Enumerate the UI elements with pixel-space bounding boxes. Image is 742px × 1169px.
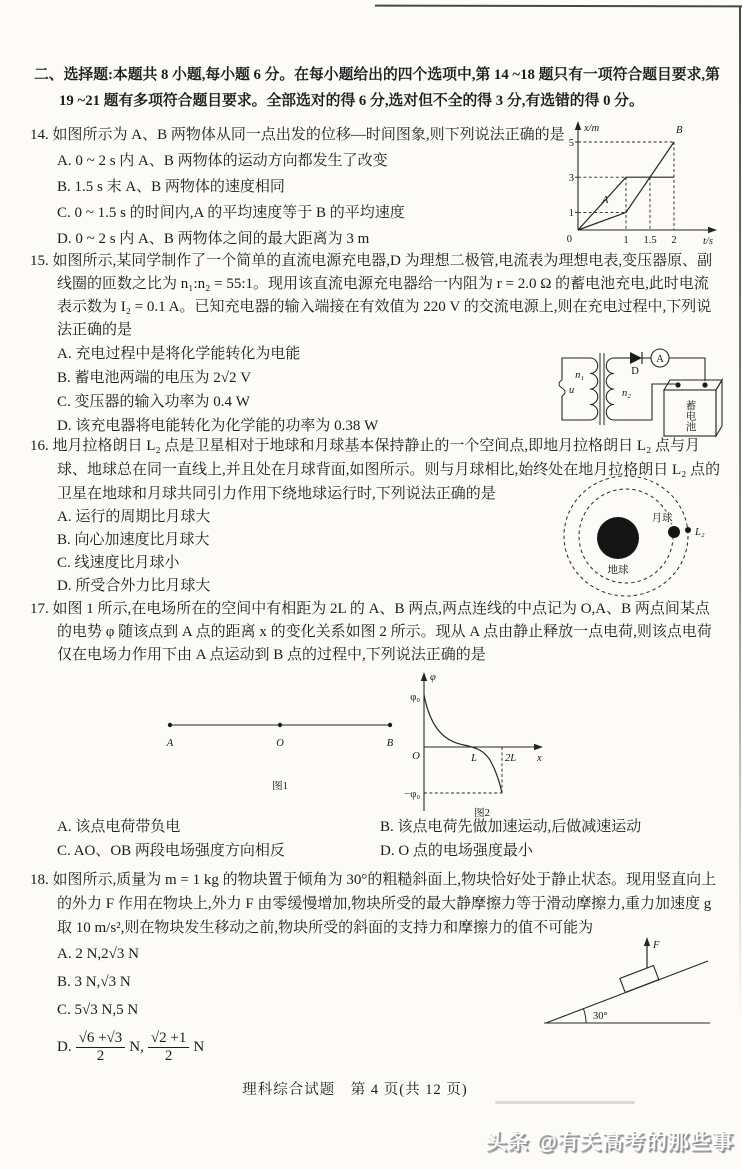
q15-primary-turns-label: n₁	[575, 370, 584, 381]
q14-curve-label-B: B	[676, 125, 683, 136]
q14-xtick-2: 2	[671, 235, 677, 246]
question-number: 16.	[30, 438, 49, 454]
watermark: 头条 @有关高考的那些事	[485, 1131, 734, 1154]
q14-ytick-3: 3	[568, 173, 574, 184]
angle-arc	[583, 1009, 586, 1023]
point-O	[278, 723, 282, 727]
scan-edge-top	[375, 5, 742, 8]
question-14	[30, 122, 722, 252]
q15-secondary-turns-label: n₂	[622, 388, 631, 399]
option-c: C. AO、OB 两段电场强度方向相反	[57, 843, 285, 859]
question-15	[30, 250, 722, 438]
q17-figure2-caption: 图2	[474, 808, 490, 819]
q14-xtick-1-5: 1.5	[643, 235, 657, 246]
scan-smudge	[495, 1101, 635, 1104]
q17-origin-label: O	[412, 751, 420, 762]
question-16	[30, 434, 722, 598]
option-a: A. 0 ~ 2 s 内 A、B 两物体的运动方向都发生了改变	[57, 153, 388, 169]
question-18-stem	[30, 868, 722, 940]
question-stem-text: 如图所示,质量为 m = 1 kg 的物块置于倾角为 30°的粗糙斜面上,物块恰好处于静止状态。现用竖直向上的外力 F 作用在物块上,外力 F 由零缓慢增加,物块所受的最大静摩擦力等于滑动摩擦力,重力加速度 g 取 10 m/s²,则在物块发生移动之前,物块所受的斜面的支持力和摩擦力的值不可能为	[52, 872, 717, 936]
battery-terminal	[702, 382, 707, 387]
secondary-coil-icon	[606, 358, 614, 420]
fraction: $\frac{√2 +1}{2}$	[148, 1030, 189, 1064]
q14-ytick-1: 1	[568, 208, 574, 219]
option-a: A. 该点电荷带负电	[57, 819, 181, 835]
option-d: D. $\frac{√6 +√3}{2}$ N, $\frac{√2 +1}{2}$ N	[57, 1030, 205, 1064]
q17-l-label: L	[471, 753, 477, 764]
question-17-figures	[30, 667, 722, 819]
q17-potential-graph	[382, 667, 554, 819]
option-d: D. O 点的电场强度最小	[380, 843, 533, 859]
option-d: D. 0 ~ 2 s 内 A、B 两物体之间的最大距离为 3 m	[57, 231, 370, 247]
option-d-label: D.	[57, 1039, 72, 1055]
question-17-stem	[30, 598, 722, 667]
q17-point-b-label: B	[386, 738, 394, 749]
option-d: D. 该充电器将电能转化为化学能的功率为 0.38 W	[57, 418, 379, 434]
option-b: B. 1.5 s 末 A、B 两物体的速度相同	[57, 179, 285, 195]
option-c: C. 0 ~ 1.5 s 的时间内,A 的平均速度等于 B 的平均速度	[57, 205, 405, 221]
lagrange-point-icon	[685, 527, 691, 533]
q14-y-axis-label: x/m	[584, 123, 600, 134]
q17-point-o-label: O	[276, 738, 284, 749]
question-number: 17.	[30, 601, 49, 617]
q17-segment-figure	[160, 677, 400, 797]
q14-xtick-1: 1	[623, 235, 629, 246]
q16-lagrange-label: L₂	[695, 527, 705, 538]
fraction: $\frac{√6 +√3}{2}$	[76, 1030, 126, 1064]
option-c: C. 5√3 N,5 N	[57, 1002, 139, 1018]
q17-point-a-label: A	[166, 738, 174, 749]
question-stem-text: 地月拉格朗日 L₂ 点是卫星相对于地球和月球基本保持静止的一个空间点,即地月拉格朗日 L₂ 点与月球、地球总在同一直线上,并且处在月球背面,如图所示。则与月球相比,始终处在地月拉格朗日 L₂ 点的卫星在地球和月球共同引力作用下绕地球运行时,下列说法正确的是	[52, 438, 721, 502]
q15-battery-label: 蓄电池	[684, 400, 696, 432]
potential-curve	[424, 695, 502, 793]
q15-charger-circuit-figure	[548, 328, 726, 442]
q16-moon-label: 月球	[651, 513, 673, 524]
battery-terminal	[675, 382, 680, 387]
question-stem-text: 如图所示,某同学制作了一个简单的直流电源充电器,D 为理想二极管,电流表为理想电表,变压器原、副线圈的匝数之比为 n₁:n₂ = 55:1。现用该直流电源充电器给一内阻为 r = 2.0 Ω 的蓄电池充电,此时电流表示数为 I₂ = 0.1 A。已知充电器的输入端接在有效值为 220 V 的交流电源上,则在充电过程中,下列说法正确的是	[52, 253, 713, 338]
diode-icon	[630, 352, 642, 364]
point-A	[168, 723, 172, 727]
question-number: 18.	[30, 872, 49, 888]
q14-origin-label: 0	[566, 234, 572, 245]
q15-source-label: u	[569, 385, 575, 396]
question-17	[30, 598, 722, 863]
question-stem-text: 如图所示为 A、B 两物体从同一点出发的位移—时间图象,则下列说法正确的是	[52, 127, 565, 143]
option-b: B. 3 N,√3 N	[57, 974, 131, 990]
q17-2l-label: 2L	[505, 753, 517, 764]
q14-curve-label-A: A	[602, 195, 609, 206]
question-17-options	[30, 815, 722, 863]
q14-x-axis-label: t/s	[703, 236, 713, 247]
q14-position-time-graph	[558, 118, 726, 248]
q17-figure1-caption: 图1	[272, 781, 288, 792]
question-14-stem	[30, 122, 587, 148]
q17-phi0-label: φ₀	[410, 692, 420, 703]
block-icon	[620, 966, 659, 993]
force-arrow	[644, 937, 650, 946]
option-a: A. 2 N,2√3 N	[57, 946, 139, 962]
q15-ammeter-label: A	[656, 354, 664, 365]
q16-earth-label: 地球	[607, 565, 629, 576]
option-c: C. 线速度比月球小	[57, 555, 180, 571]
q16-earth-moon-orbit-figure	[560, 468, 722, 600]
q18-force-label: F	[653, 940, 660, 951]
scan-edge-right	[739, 7, 741, 1017]
section-header: 二、选择题:本题共 8 小题,每小题 6 分。在每小题给出的四个选项中,第 14 ~18 题只有一项符合题目要求,第 19 ~21 题有多项符合题目要求。全部选对的得 6 分,选对但不全的得 3 分,有选错的得 0 分。	[34, 67, 720, 109]
page-footer: 理科综合试题 第 4 页(共 12 页)	[242, 1082, 468, 1098]
option-a: A. 运行的周期比月球大	[57, 509, 211, 525]
q17-y-axis-label: φ	[430, 672, 436, 683]
earth-icon	[597, 517, 639, 559]
option-b: B. 该点电荷先做加速运动,后做减速运动	[380, 819, 642, 835]
question-number: 14.	[30, 127, 49, 143]
q18-angle-label: 30°	[593, 1011, 608, 1022]
option-d: D. 所受合外力比月球大	[57, 578, 211, 594]
question-18	[30, 868, 722, 1070]
question-number: 15.	[30, 253, 49, 269]
ac-source-icon	[559, 380, 565, 396]
q15-diode-label: D	[631, 366, 639, 377]
question-stem-text: 如图 1 所示,在电场所在的空间中有相距为 2L 的 A、B 两点,两点连线的中点记为 O,A、B 两点间某点的电势 φ 随该点到 A 点的距离 x 的变化关系如图 2 所示。现从 A 点由静止释放一点电荷,则该点电荷仅在电场力作用下由 A 点运动到 B 点的过程中,下列说法正确的是	[52, 601, 712, 663]
option-a: A. 充电过程中是将化学能转化为电能	[57, 346, 301, 362]
option-b: B. 蓄电池两端的电压为 2√2 V	[57, 370, 252, 386]
q14-ytick-5: 5	[568, 138, 574, 149]
option-b: B. 向心加速度比月球大	[57, 532, 210, 548]
q17-x-axis-label: x	[537, 753, 542, 764]
q17-neg-phi0-label: −φ₀	[404, 789, 420, 800]
primary-coil-icon	[590, 358, 598, 420]
moon-icon	[668, 526, 680, 538]
option-c: C. 变压器的输入功率为 0.4 W	[57, 394, 250, 410]
q18-incline-figure	[540, 932, 715, 1032]
